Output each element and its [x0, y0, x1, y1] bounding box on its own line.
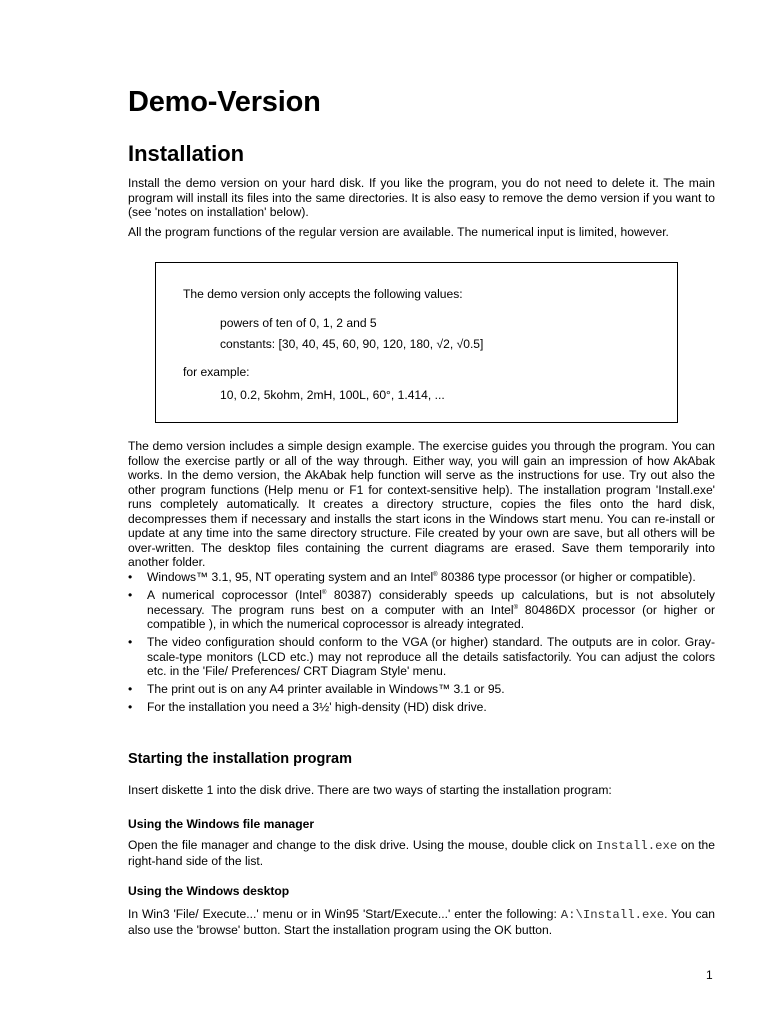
- box-heading: The demo version only accepts the following values:: [183, 287, 463, 301]
- starting-heading: Starting the installation program: [128, 751, 352, 767]
- list-item: • For the installation you need a 3½' high-density (HD) disk drive.: [128, 700, 487, 714]
- section-title: Installation: [128, 141, 245, 166]
- list-item: • The print out is on any A4 printer available in Windows™ 3.1 or 95.: [128, 682, 505, 696]
- file-manager-heading: Using the Windows file manager: [128, 817, 315, 831]
- desktop-heading: Using the Windows desktop: [128, 884, 290, 898]
- list-item: • A numerical coprocessor (Intel® 80387) considerably speeds up calculations, but is not absolutely necessary. The program runs best on a computer with an Intel® 80486DX processor (or higher or compatible ), in which the numerical coprocessor is already integrated.: [128, 588, 715, 631]
- install-exe-code: Install.exe: [596, 839, 678, 853]
- box-powers: powers of ten of 0, 1, 2 and 5: [220, 316, 377, 330]
- file-manager-text: Open the file manager and change to the disk drive. Using the mouse, double click on Install.exe on the right-hand side of the list.: [128, 838, 716, 868]
- list-item: • The video configuration should conform to the VGA (or higher) standard. The outputs are in color. Gray-scale-type monitors (LCD etc.) may not reproduce all the details satisfactorily. You can adjust the colors etc. in the 'File/ Preferences/ CRT Diagram Style' menu.: [128, 635, 715, 678]
- bullet-icon: •: [128, 570, 133, 584]
- demo-limits-box: [155, 262, 678, 423]
- starting-text: Insert diskette 1 into the disk drive. There are two ways of starting the installation program:: [128, 783, 612, 797]
- page-number: 1: [706, 968, 713, 982]
- intro-paragraph-2: All the program functions of the regular version are available. The numerical input is limited, however.: [128, 225, 669, 239]
- requirements-list: [128, 570, 715, 718]
- bullet-icon: •: [128, 635, 133, 649]
- bullet-icon: •: [128, 682, 133, 696]
- list-item: • Windows™ 3.1, 95, NT operating system and an Intel® 80386 type processor (or higher or compatible).: [128, 570, 696, 584]
- box-examples: 10, 0.2, 5kohm, 2mH, 100L, 60°, 1.414, ...: [220, 388, 445, 402]
- design-paragraph: The demo version includes a simple design example. The exercise guides you through the program. You can follow the exercise partly or all of the way through. Either way, you will gain an impression of how AkAbak works. In the demo version, the AkAbak help function will serve as the instructions for use. Try out also the other program functions (Help menu or F1 for context-sensitive help). The installation program 'Install.exe' runs completely automatically. It creates a directory structure, copies the files onto the hard disk, decompresses them if necessary and installs the start icons in the Windows start menu. You can re-install or update at any time into the same directory structure. File created by your own are save, but all others will be over-written. The desktop files containing the current diagrams are erased. Save them temporarily into another folder.: [128, 439, 715, 569]
- desktop-text: In Win3 'File/ Execute...' menu or in Win95 'Start/Execute...' enter the following: A:\Install.exe. You can also use the 'browse' button. Start the installation program using the OK button.: [128, 907, 715, 937]
- install-path-code: A:\Install.exe: [560, 908, 665, 922]
- bullet-icon: •: [128, 588, 133, 602]
- intro-paragraph-1: Install the demo version on your hard disk. If you like the program, you do not need to delete it. The main program will install its files into the same directories. It is also easy to remove the demo version if you want to (see 'notes on installation' below).: [128, 176, 715, 219]
- bullet-icon: •: [128, 700, 133, 714]
- page-title: Demo-Version: [128, 86, 321, 118]
- box-constants: constants: [30, 40, 45, 60, 90, 120, 180, √2, √0.5]: [220, 337, 484, 351]
- box-example-label: for example:: [183, 365, 250, 379]
